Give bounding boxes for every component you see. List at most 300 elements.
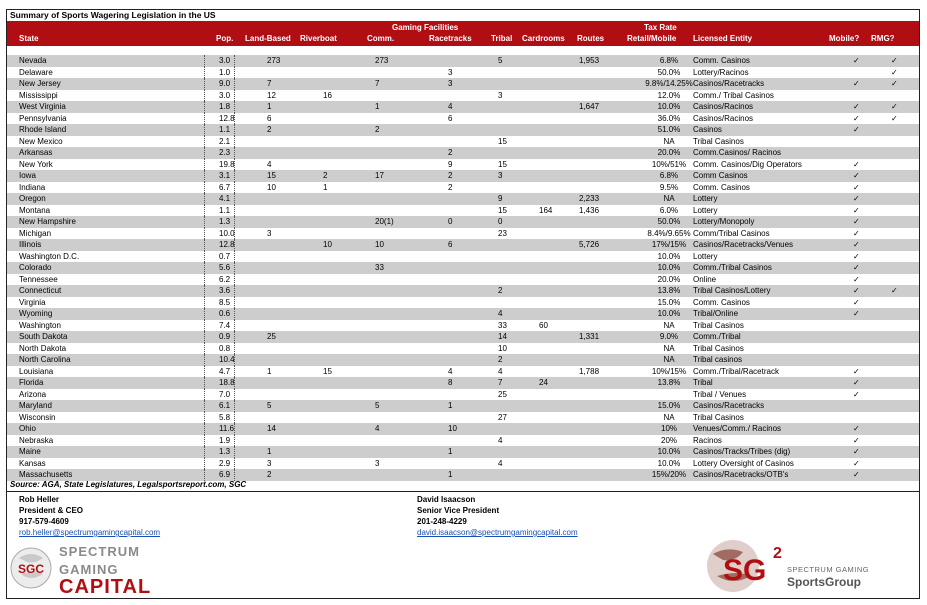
- cell-tax-rate: 9.8%/14.25%: [645, 79, 693, 88]
- cell-racetracks: 9: [448, 159, 453, 169]
- cell-comm: 7: [375, 79, 380, 88]
- cell-land-based: 273: [267, 56, 281, 65]
- cell-pop: 2.3: [219, 148, 231, 157]
- table-row: [7, 228, 919, 240]
- cell-licensed-entity: Comm. Casinos/Dig Operators: [693, 159, 802, 169]
- cell-land-based: 10: [267, 182, 276, 192]
- column-divider: [204, 67, 205, 79]
- table-row: [7, 308, 919, 320]
- cell-licensed-entity: Comm./ Tribal Casinos: [693, 90, 774, 100]
- cell-racetracks: 1: [448, 447, 453, 456]
- cell-tribal: 27: [498, 412, 507, 422]
- cell-routes: 1,647: [579, 102, 600, 111]
- cell-mobile: ✓: [853, 56, 860, 65]
- cell-licensed-entity: Casinos/Racinos: [693, 102, 754, 111]
- cell-pop: 1.1: [219, 125, 231, 134]
- cell-routes: 1,436: [579, 205, 600, 215]
- cell-racetracks: 4: [448, 102, 453, 111]
- table-row: [7, 285, 919, 297]
- header-mobile: Mobile?: [829, 34, 860, 43]
- cell-pop: 3.0: [219, 56, 231, 65]
- header-tax-rate: Tax Rate: [644, 23, 677, 32]
- column-divider: [204, 423, 205, 435]
- column-divider: [234, 136, 235, 148]
- cell-tax-rate: 51.0%: [657, 125, 681, 134]
- cell-tax-rate: 6.0%: [659, 205, 679, 215]
- table-row: [7, 124, 919, 136]
- cell-riverboat: 10: [323, 240, 332, 249]
- cell-state: Montana: [19, 205, 51, 215]
- column-divider: [234, 147, 235, 159]
- cell-racetracks: 2: [448, 148, 453, 157]
- column-divider: [204, 435, 205, 447]
- column-divider: [204, 274, 205, 286]
- cell-mobile: ✓: [853, 274, 860, 284]
- cell-state: Washington: [19, 320, 61, 330]
- table-row: [7, 354, 919, 366]
- cell-pop: 10.4: [219, 355, 235, 364]
- cell-mobile: ✓: [853, 251, 860, 261]
- cell-riverboat: 1: [323, 182, 328, 192]
- cell-pop: 0.6: [219, 309, 231, 318]
- cell-cardrooms: 24: [539, 378, 548, 387]
- cell-pop: 12.8: [219, 240, 235, 249]
- cell-tax-rate: NA: [663, 136, 675, 146]
- cell-licensed-entity: Tribal/Online: [693, 309, 739, 318]
- cell-state: Maine: [19, 447, 41, 456]
- cell-tax-rate: 50.0%: [657, 67, 681, 77]
- cell-pop: 8.5: [219, 297, 231, 307]
- cell-pop: 4.7: [219, 366, 231, 376]
- column-divider: [204, 297, 205, 309]
- table-row: [7, 469, 919, 481]
- cell-tax-rate: NA: [663, 412, 675, 422]
- cell-comm: 1: [375, 102, 380, 111]
- cell-racetracks: 3: [448, 67, 453, 77]
- cell-mobile: ✓: [853, 205, 860, 215]
- cell-comm: 5: [375, 401, 380, 410]
- column-divider: [204, 354, 205, 366]
- cell-land-based: 15: [267, 171, 276, 180]
- cell-licensed-entity: Venues/Comm./ Racinos: [693, 424, 782, 433]
- cell-licensed-entity: Lottery Oversight of Casinos: [693, 458, 794, 468]
- cell-licensed-entity: Lottery: [693, 205, 718, 215]
- cell-tax-rate: 10%: [660, 424, 678, 433]
- cell-licensed-entity: Casinos/Tracks/Tribes (dig): [693, 447, 791, 456]
- cell-comm: 2: [375, 125, 380, 134]
- column-divider: [204, 320, 205, 332]
- cell-comm: 273: [375, 56, 389, 65]
- cell-state: Mississippi: [19, 90, 58, 100]
- logo-line-capital: CAPITAL: [59, 576, 152, 594]
- column-divider: [204, 458, 205, 470]
- cell-racetracks: 6: [448, 240, 453, 249]
- column-divider: [204, 251, 205, 263]
- logo-line-spectrum: SPECTRUM: [59, 544, 140, 559]
- column-divider: [234, 216, 235, 228]
- cell-mobile: ✓: [853, 435, 860, 445]
- cell-mobile: ✓: [853, 217, 860, 226]
- cell-mobile: ✓: [853, 113, 860, 123]
- cell-racetracks: 10: [448, 424, 457, 433]
- table-row: [7, 136, 919, 148]
- cell-state: Nevada: [19, 56, 47, 65]
- column-divider: [204, 90, 205, 102]
- column-divider: [204, 182, 205, 194]
- column-divider: [204, 412, 205, 424]
- column-divider: [234, 412, 235, 424]
- cell-licensed-entity: Comm. Casinos: [693, 182, 750, 192]
- cell-mobile: ✓: [853, 125, 860, 134]
- header-pop: Pop.: [216, 34, 234, 43]
- cell-state: North Carolina: [19, 355, 71, 364]
- cell-tax-rate: 17%/15%: [651, 240, 687, 249]
- contact-phone: 917-579-4609: [19, 517, 69, 526]
- cell-tax-rate: 15.0%: [657, 401, 681, 410]
- cell-state: Arizona: [19, 389, 47, 399]
- table-row: [7, 147, 919, 159]
- column-divider: [204, 136, 205, 148]
- cell-tax-rate: 20.0%: [657, 274, 681, 284]
- cell-tax-rate: 9.5%: [659, 182, 679, 192]
- cell-land-based: 2: [267, 470, 272, 479]
- column-divider: [234, 285, 235, 297]
- table-row: [7, 251, 919, 263]
- cell-pop: 3.1: [219, 171, 231, 180]
- cell-licensed-entity: Comm./Tribal/Racetrack: [693, 366, 779, 376]
- cell-tax-rate: 20.0%: [657, 148, 681, 157]
- cell-land-based: 1: [267, 366, 272, 376]
- table-row: [7, 331, 919, 343]
- cell-pop: 18.8: [219, 378, 235, 387]
- cell-state: Maryland: [19, 401, 52, 410]
- column-divider: [234, 124, 235, 136]
- column-divider: [234, 446, 235, 458]
- cell-riverboat: 15: [323, 366, 332, 376]
- cell-tax-rate: NA: [663, 320, 675, 330]
- column-divider: [234, 389, 235, 401]
- cell-land-based: 6: [267, 113, 272, 123]
- cell-state: Kansas: [19, 458, 46, 468]
- table-row: [7, 412, 919, 424]
- cell-racetracks: 1: [448, 401, 453, 410]
- header-riverboat: Riverboat: [300, 34, 337, 43]
- column-divider: [204, 446, 205, 458]
- cell-tribal: 14: [498, 332, 507, 341]
- column-divider: [234, 435, 235, 447]
- cell-tribal: 7: [498, 378, 503, 387]
- table-row: [7, 446, 919, 458]
- cell-licensed-entity: Comm.Casinos/ Racinos: [693, 148, 782, 157]
- column-divider: [234, 469, 235, 481]
- cell-tribal: 2: [498, 355, 503, 364]
- table-body: [7, 55, 919, 481]
- cell-state: Indiana: [19, 182, 46, 192]
- cell-mobile: ✓: [853, 171, 860, 180]
- cell-tax-rate: 9.0%: [659, 332, 679, 341]
- header-tribal: Tribal: [491, 34, 513, 43]
- cell-licensed-entity: Casinos/Racetracks: [693, 401, 765, 410]
- contact-name: Rob Heller: [19, 495, 60, 504]
- cell-licensed-entity: Comm./Tribal: [693, 332, 741, 341]
- cell-routes: 2,233: [579, 194, 600, 203]
- cell-tax-rate: 15%/20%: [651, 470, 687, 479]
- cell-pop: 0.7: [219, 251, 231, 261]
- column-divider: [234, 251, 235, 263]
- table-row: [7, 400, 919, 412]
- cell-state: Massachusetts: [19, 470, 73, 479]
- table-row: [7, 78, 919, 90]
- cell-tax-rate: 50.0%: [657, 217, 681, 226]
- cell-tax-rate: NA: [663, 343, 675, 353]
- cell-pop: 3.0: [219, 90, 231, 100]
- cell-tribal: 9: [498, 194, 503, 203]
- cell-licensed-entity: Online: [693, 274, 717, 284]
- column-divider: [234, 458, 235, 470]
- cell-state: Oregon: [19, 194, 46, 203]
- cell-comm: 10: [375, 240, 384, 249]
- table-row: [7, 101, 919, 113]
- cell-tribal: 15: [498, 136, 507, 146]
- cell-licensed-entity: Tribal Casinos: [693, 343, 744, 353]
- contact-name: David Isaacson: [417, 495, 476, 504]
- cell-licensed-entity: Tribal / Venues: [693, 389, 747, 399]
- cell-tax-rate: 8.4%/9.65%: [647, 228, 691, 238]
- cell-tax-rate: NA: [663, 355, 675, 364]
- cell-land-based: 3: [267, 228, 272, 238]
- table-row: [7, 113, 919, 125]
- cell-land-based: 2: [267, 125, 272, 134]
- summary-table-frame: [6, 9, 920, 599]
- table-row: [7, 182, 919, 194]
- cell-land-based: 4: [267, 159, 272, 169]
- contact-email-link[interactable]: david.isaacson@spectrumgamingcapital.com: [417, 528, 578, 537]
- cell-tax-rate: 10.0%: [657, 251, 681, 261]
- cell-mobile: ✓: [853, 470, 860, 479]
- cell-tribal: 15: [498, 205, 507, 215]
- column-divider: [204, 78, 205, 90]
- contact-phone: 201-248-4229: [417, 517, 467, 526]
- table-row: [7, 366, 919, 378]
- column-divider: [204, 469, 205, 481]
- cell-pop: 3.6: [219, 286, 231, 295]
- cell-state: Nebraska: [19, 435, 54, 445]
- cell-mobile: ✓: [853, 159, 860, 169]
- cell-tribal: 25: [498, 389, 507, 399]
- cell-rmg: ✓: [891, 102, 898, 111]
- column-divider: [204, 159, 205, 171]
- cell-state: Washington D.C.: [19, 251, 80, 261]
- cell-licensed-entity: Tribal casinos: [693, 355, 743, 364]
- column-divider: [204, 285, 205, 297]
- column-divider: [234, 297, 235, 309]
- cell-pop: 1.9: [219, 435, 231, 445]
- column-divider: [204, 101, 205, 113]
- cell-mobile: ✓: [853, 263, 860, 272]
- cell-land-based: 7: [267, 79, 272, 88]
- cell-cardrooms: 164: [539, 205, 553, 215]
- table-row: [7, 193, 919, 205]
- logo-line-gaming: GAMING: [59, 562, 119, 577]
- cell-mobile: ✓: [853, 286, 860, 295]
- cell-pop: 2.1: [219, 136, 231, 146]
- column-divider: [204, 147, 205, 159]
- table-row: [7, 458, 919, 470]
- cell-licensed-entity: Comm/Tribal Casinos: [693, 228, 770, 238]
- cell-licensed-entity: Tribal: [693, 378, 713, 387]
- cell-racetracks: 2: [448, 182, 453, 192]
- cell-routes: 5,726: [579, 240, 600, 249]
- table-row: [7, 320, 919, 332]
- column-divider: [204, 55, 205, 67]
- header-licensed-entity: Licensed Entity: [693, 34, 753, 43]
- cell-pop: 9.0: [219, 79, 231, 88]
- cell-state: New Hampshire: [19, 217, 76, 226]
- cell-tax-rate: 15.0%: [657, 297, 681, 307]
- cell-state: Virginia: [19, 297, 46, 307]
- cell-tax-rate: 10.0%: [657, 263, 681, 272]
- cell-comm: 3: [375, 458, 380, 468]
- column-divider: [234, 67, 235, 79]
- table-row: [7, 377, 919, 389]
- cell-mobile: ✓: [853, 194, 860, 203]
- cell-state: Colorado: [19, 263, 52, 272]
- table-header: [7, 21, 919, 46]
- cell-state: New Mexico: [19, 136, 63, 146]
- cell-racetracks: 6: [448, 113, 453, 123]
- column-divider: [204, 308, 205, 320]
- cell-state: New Jersey: [19, 79, 61, 88]
- cell-tribal: 10: [498, 343, 507, 353]
- cell-tax-rate: NA: [663, 194, 675, 203]
- header-racetracks: Racetracks: [429, 34, 472, 43]
- column-divider: [204, 228, 205, 240]
- cell-pop: 6.9: [219, 470, 231, 479]
- cell-mobile: ✓: [853, 447, 860, 456]
- cell-land-based: 5: [267, 401, 272, 410]
- cell-pop: 1.8: [219, 102, 231, 111]
- cell-tribal: 2: [498, 286, 503, 295]
- cell-mobile: ✓: [853, 424, 860, 433]
- cell-racetracks: 3: [448, 79, 453, 88]
- table-row: [7, 90, 919, 102]
- cell-state: Iowa: [19, 171, 36, 180]
- cell-mobile: ✓: [853, 79, 860, 88]
- column-divider: [234, 90, 235, 102]
- cell-licensed-entity: Comm./Tribal Casinos: [693, 263, 772, 272]
- cell-pop: 0.9: [219, 332, 231, 341]
- table-row: [7, 67, 919, 79]
- column-divider: [234, 320, 235, 332]
- cell-tax-rate: 6.8%: [659, 56, 679, 65]
- cell-licensed-entity: Comm. Casinos: [693, 297, 750, 307]
- cell-state: Connecticut: [19, 286, 62, 295]
- cell-tax-rate: 10%/15%: [651, 366, 687, 376]
- cell-tax-rate: 13.8%: [657, 286, 681, 295]
- column-divider: [204, 205, 205, 217]
- cell-tax-rate: 20%: [660, 435, 678, 445]
- column-divider: [234, 78, 235, 90]
- cell-tribal: 4: [498, 366, 503, 376]
- cell-land-based: 1: [267, 447, 272, 456]
- cell-mobile: ✓: [853, 297, 860, 307]
- column-divider: [204, 377, 205, 389]
- table-row: [7, 205, 919, 217]
- cell-mobile: ✓: [853, 389, 860, 399]
- cell-tribal: 4: [498, 309, 503, 318]
- cell-pop: 4.1: [219, 194, 231, 203]
- cell-tax-rate: 36.0%: [657, 113, 681, 123]
- cell-riverboat: 2: [323, 171, 328, 180]
- column-divider: [234, 262, 235, 274]
- cell-tribal: 23: [498, 228, 507, 238]
- cell-tribal: 15: [498, 159, 507, 169]
- cell-land-based: 14: [267, 424, 276, 433]
- column-divider: [234, 331, 235, 343]
- column-divider: [204, 366, 205, 378]
- column-divider: [204, 343, 205, 355]
- cell-pop: 6.7: [219, 182, 231, 192]
- cell-licensed-entity: Lottery: [693, 194, 718, 203]
- cell-licensed-entity: Lottery/Racinos: [693, 67, 749, 77]
- logo-sg-mark: SG: [723, 554, 767, 587]
- cell-tribal: 4: [498, 435, 503, 445]
- cell-tax-rate: 10.0%: [657, 102, 681, 111]
- cell-pop: 7.0: [219, 389, 231, 399]
- column-divider: [204, 400, 205, 412]
- column-divider: [234, 55, 235, 67]
- cell-comm: 33: [375, 263, 384, 272]
- column-divider: [234, 308, 235, 320]
- column-divider: [234, 400, 235, 412]
- cell-mobile: ✓: [853, 102, 860, 111]
- cell-land-based: 1: [267, 102, 272, 111]
- cell-tax-rate: 10.0%: [657, 458, 681, 468]
- cell-licensed-entity: Tribal Casinos: [693, 320, 744, 330]
- column-divider: [204, 331, 205, 343]
- cell-state: West Virginia: [19, 102, 66, 111]
- cell-tax-rate: 10.0%: [657, 309, 681, 318]
- contact-email-link[interactable]: rob.heller@spectrumgamingcapital.com: [19, 528, 161, 537]
- cell-pop: 5.8: [219, 412, 231, 422]
- cell-mobile: ✓: [853, 228, 860, 238]
- column-divider: [204, 113, 205, 125]
- cell-licensed-entity: Lottery: [693, 251, 718, 261]
- cell-licensed-entity: Racinos: [693, 435, 722, 445]
- cell-state: Rhode Island: [19, 125, 67, 134]
- cell-tribal: 0: [498, 217, 503, 226]
- logo-line-sportsgroup: SportsGroup: [787, 575, 861, 589]
- table-row: [7, 343, 919, 355]
- cell-rmg: ✓: [891, 56, 898, 65]
- table-row: [7, 389, 919, 401]
- contact-david-isaacson: [417, 494, 578, 538]
- cell-racetracks: 2: [448, 171, 453, 180]
- spectrum-gaming-capital-logo: [9, 542, 199, 594]
- cell-racetracks: 1: [448, 470, 453, 479]
- cell-mobile: ✓: [853, 240, 860, 249]
- logo-superscript: 2: [773, 545, 782, 562]
- cell-licensed-entity: Casinos/Racetracks/OTB's: [693, 470, 789, 479]
- divider: [7, 491, 919, 492]
- table-row: [7, 435, 919, 447]
- logo-sgc-mark: SGC: [17, 562, 45, 576]
- cell-state: North Dakota: [19, 343, 67, 353]
- column-divider: [234, 170, 235, 182]
- cell-pop: 10.0: [219, 228, 235, 238]
- header-routes: Routes: [577, 34, 605, 43]
- table-row: [7, 274, 919, 286]
